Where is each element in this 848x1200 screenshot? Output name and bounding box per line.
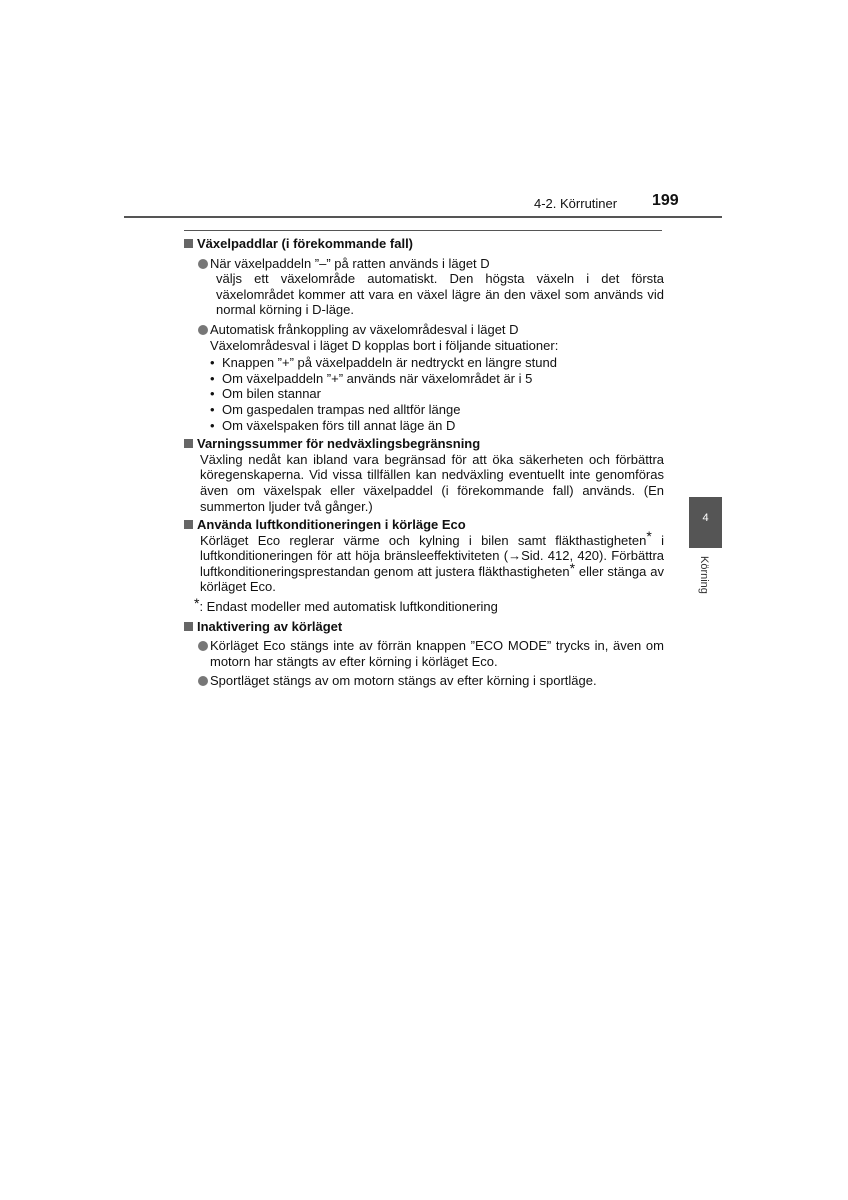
item-text: När växelpaddeln ”–” på ratten används i läget D (210, 255, 490, 271)
footnote-text: : Endast modeller med automatisk luftkonditionering (199, 599, 498, 615)
list-item (184, 322, 664, 353)
text-part: Körläget Eco reglerar värme och kylning i bilen samt fläkthastigheten (200, 532, 647, 548)
section-title-summer (184, 436, 664, 452)
circle-bullet-icon (198, 676, 208, 686)
paragraph: Växling nedåt kan ibland vara begränsad för att öka säkerheten och förbättra köregenskaperna. Vid vissa tillfällen kan nedväxling eventuellt inte genomföras även om växelspak eller växelpaddel (i förekommande fall) används. (En summerton ljuder två gånger.) (200, 451, 664, 514)
circle-bullet-icon (198, 325, 208, 335)
section-heading: 4-2. Körrutiner (534, 196, 618, 211)
item-text: väljs ett växelområde automatiskt. Den högsta växeln i det första växelområdet kommer att vara en växel lägre än den växel som används vid normal körning i D-läge. (216, 271, 664, 318)
item-text: Körläget Eco stängs inte av förrän knappen ”ECO MODE” trycks in, även om motorn har stängts av efter körning i körläget Eco. (210, 638, 664, 669)
page-number: 199 (652, 192, 679, 209)
item-text: Automatisk frånkoppling av växelområdesval i läget D (210, 321, 519, 337)
text-part: i luftkonditioneringen för att höja bränsleeffektiviteten (→Sid. 412, 420). Förbättra luftkonditioneringsprestandan genom att justera fläkthastigheten (200, 532, 664, 579)
section-title-text: Varningssummer för nedväxlingsbegränsning (197, 436, 481, 452)
page-content (184, 236, 664, 689)
list-item (184, 673, 664, 689)
bullet-item: • Om växelspaken förs till annat läge än D (210, 418, 664, 434)
section-title-text: Använda luftkonditioneringen i körläge Eco (197, 517, 466, 533)
item-text: Sportläget stängs av om motorn stängs av efter körning i sportläge. (210, 673, 597, 689)
chapter-tab (689, 497, 722, 548)
chapter-number: 4 (702, 512, 709, 524)
section-title-deactivation (184, 619, 664, 635)
bullet-item: • Om bilen stannar (210, 386, 664, 402)
bullet-list (184, 355, 664, 433)
square-bullet-icon (184, 520, 193, 529)
item-text: Växelområdesval i läget D kopplas bort i följande situationer: (210, 337, 559, 353)
square-bullet-icon (184, 239, 193, 248)
asterisk-marker: * (569, 559, 576, 576)
header-divider (124, 216, 722, 218)
section-title-text: Växelpaddlar (i förekommande fall) (197, 236, 414, 251)
text-part: eller stänga av körläget Eco. (200, 563, 664, 595)
section-title-paddles (184, 236, 664, 252)
asterisk-marker: * (194, 594, 200, 611)
paragraph (184, 528, 664, 595)
bullet-item: • Om växelpaddeln ”+” används när växelområdet är i 5 (210, 371, 664, 387)
bullet-item: • Knappen ”+” på växelpaddeln är nedtryckt en längre stund (210, 355, 664, 371)
content-divider (184, 230, 662, 231)
bullet-item: • Om gaspedalen trampas ned alltför länge (210, 402, 664, 418)
square-bullet-icon (184, 622, 193, 631)
footnote (184, 594, 664, 615)
circle-bullet-icon (198, 259, 208, 269)
square-bullet-icon (184, 439, 193, 448)
asterisk-marker: * (646, 528, 652, 545)
list-item (184, 638, 664, 669)
section-title-eco-ac (184, 517, 664, 533)
chapter-label: Körning (698, 556, 710, 594)
circle-bullet-icon (198, 641, 208, 651)
section-title-text: Inaktivering av körläget (197, 618, 343, 634)
list-item (184, 256, 664, 318)
